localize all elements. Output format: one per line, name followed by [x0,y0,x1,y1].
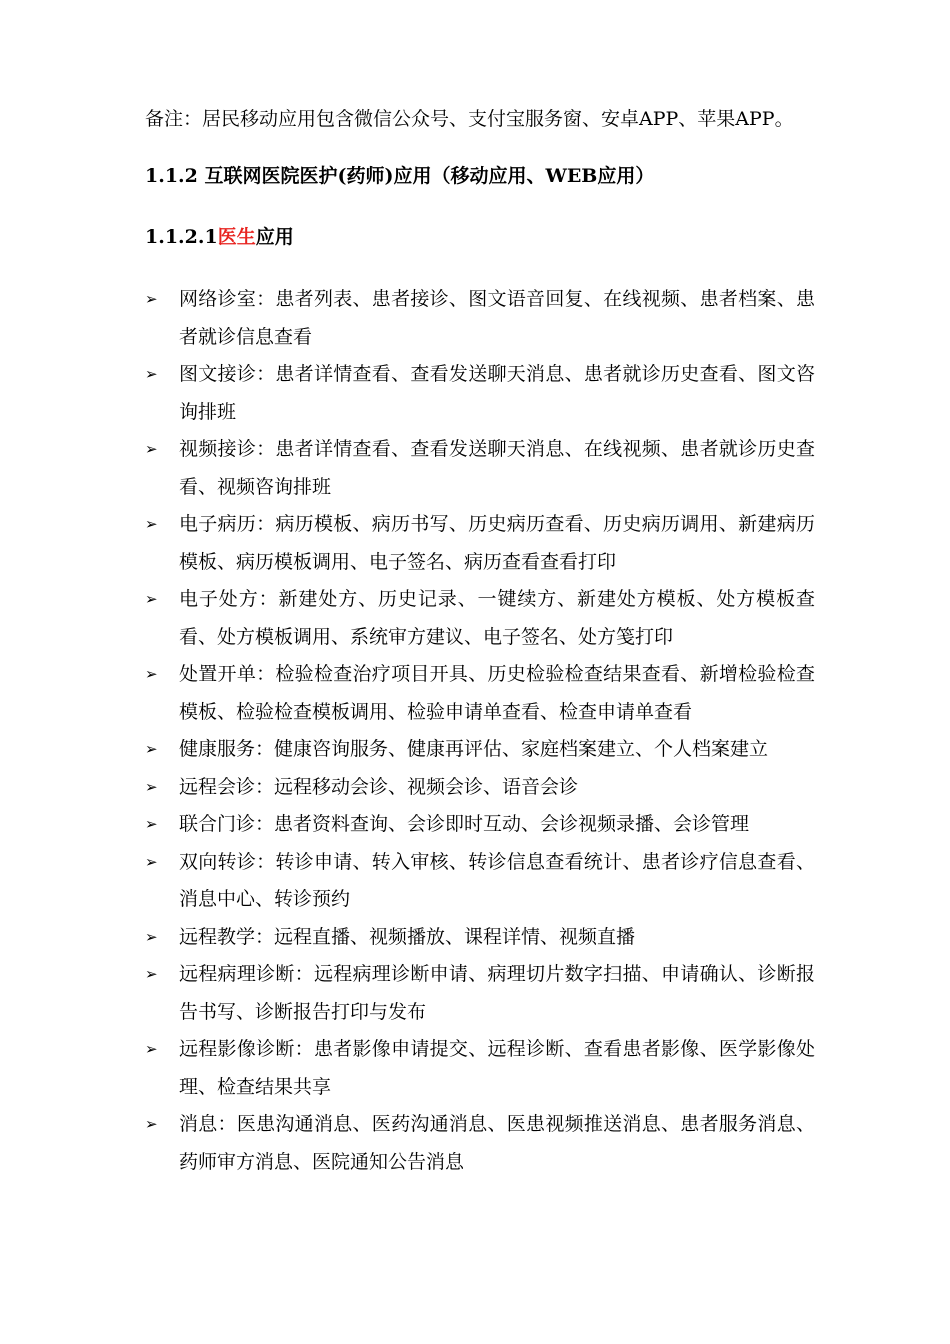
list-item [145,919,815,957]
subsection-number: 1.1.2.1 [145,226,218,248]
list-item-text: 远程病理诊断：远程病理诊断申请、病理切片数字扫描、申请确认、诊断报告书写、诊断报告打印与发布 [179,963,815,1023]
list-item-text: 消息：医患沟通消息、医药沟通消息、医患视频推送消息、患者服务消息、药师审方消息、医院通知公告消息 [179,1113,815,1173]
list-item-text: 图文接诊：患者详情查看、查看发送聊天消息、患者就诊历史查看、图文咨询排班 [179,363,815,423]
section-heading: 1.1.2 互联网医院医护(药师)应用（移动应用、WEB应用） [145,165,655,187]
arrow-bullet-icon: ➢ [145,365,158,383]
list-item [145,956,815,1031]
arrow-bullet-icon: ➢ [145,290,158,308]
arrow-bullet-icon: ➢ [145,740,158,758]
list-item [145,844,815,919]
list-item-text: 视频接诊：患者详情查看、查看发送聊天消息、在线视频、患者就诊历史查看、视频咨询排班 [179,438,815,498]
list-item-text: 双向转诊：转诊申请、转入审核、转诊信息查看统计、患者诊疗信息查看、消息中心、转诊预约 [179,850,815,910]
list-item-text: 健康服务：健康咨询服务、健康再评估、家庭档案建立、个人档案建立 [179,738,769,760]
list-item [145,431,815,506]
arrow-bullet-icon: ➢ [145,852,158,871]
arrow-bullet-icon: ➢ [145,1115,158,1133]
arrow-bullet-icon: ➢ [145,927,158,946]
arrow-bullet-icon: ➢ [145,965,158,983]
list-item [145,731,815,769]
list-item-text: 联合门诊：患者资料查询、会诊即时互动、会诊视频录播、会诊管理 [179,813,750,835]
arrow-bullet-icon: ➢ [145,515,158,533]
list-item [145,1031,815,1106]
arrow-bullet-icon: ➢ [145,590,158,608]
arrow-bullet-icon: ➢ [145,815,158,833]
list-item-text: 远程教学：远程直播、视频播放、课程详情、视频直播 [179,925,636,948]
feature-list [145,281,815,1181]
arrow-bullet-icon: ➢ [145,777,158,796]
list-item [145,356,815,431]
subsection-heading [145,222,294,252]
list-item [145,769,815,807]
list-item [145,1106,815,1181]
list-item-text: 远程影像诊断：患者影像申请提交、远程诊断、查看患者影像、医学影像处理、检查结果共享 [179,1038,815,1098]
subsection-suffix: 应用 [255,226,294,248]
list-item [145,581,815,656]
list-item-text: 网络诊室：患者列表、患者接诊、图文语音回复、在线视频、患者档案、患者就诊信息查看 [179,288,815,348]
list-item-text: 电子病历：病历模板、病历书写、历史病历查看、历史病历调用、新建病历模板、病历模板调用、电子签名、病历查看查看打印 [179,513,815,573]
arrow-bullet-icon: ➢ [145,1040,158,1058]
list-item [145,506,815,581]
list-item [145,281,815,356]
list-item [145,656,815,731]
list-item [145,806,815,844]
arrow-bullet-icon: ➢ [145,665,158,683]
subsection-highlight: 医生 [217,226,256,248]
list-item-text: 电子处方：新建处方、历史记录、一键续方、新建处方模板、处方模板查看、处方模板调用、系统审方建议、电子签名、处方笺打印 [179,588,815,648]
list-item-text: 处置开单：检验检查治疗项目开具、历史检验检查结果查看、新增检验检查模板、检验检查模板调用、检验申请单查看、检查申请单查看 [179,663,815,723]
note-paragraph: 备注：居民移动应用包含微信公众号、支付宝服务窗、安卓APP、苹果APP。 [145,108,794,130]
arrow-bullet-icon: ➢ [145,440,158,458]
list-item-text: 远程会诊：远程移动会诊、视频会诊、语音会诊 [179,775,579,798]
